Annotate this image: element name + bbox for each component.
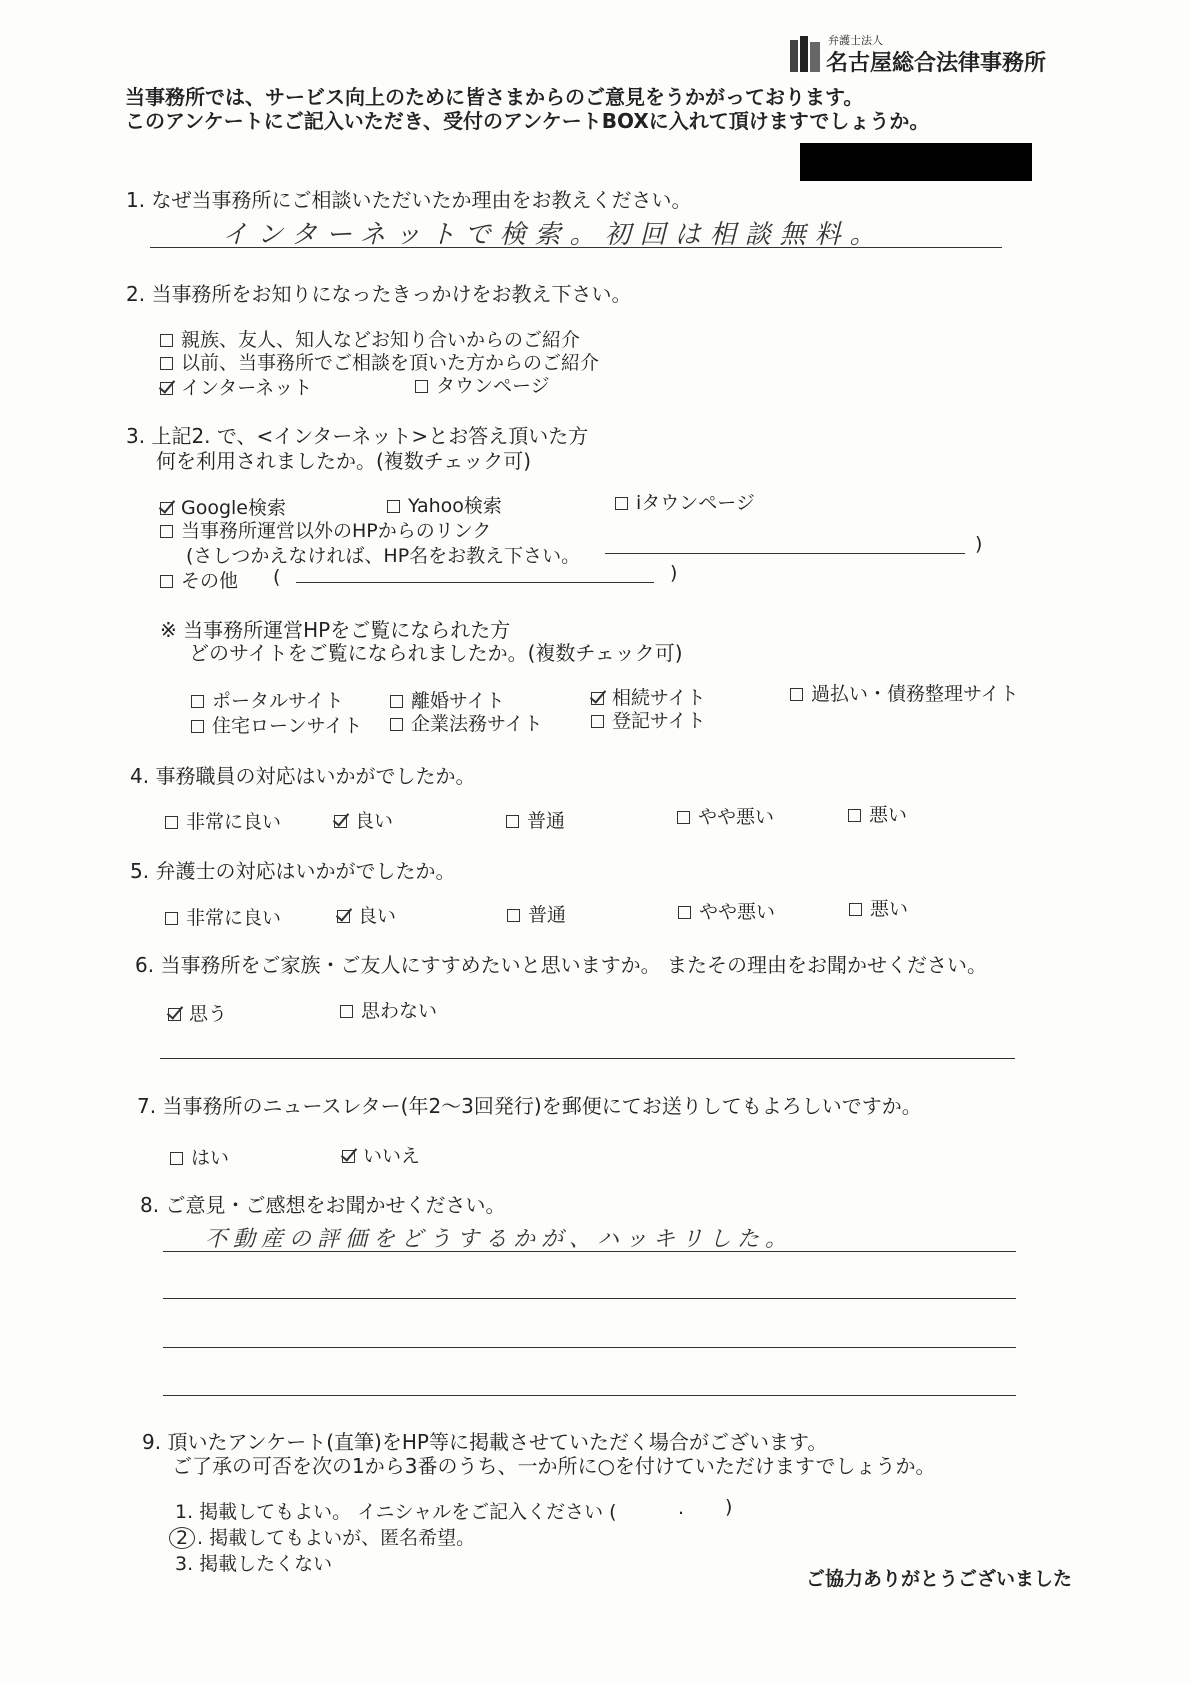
checkbox[interactable] bbox=[160, 525, 173, 538]
q7-option-no[interactable]: いいえ bbox=[342, 1141, 420, 1168]
q6-reason-line[interactable] bbox=[160, 1058, 1015, 1059]
q2-option-townpage[interactable]: タウンページ bbox=[415, 371, 550, 398]
q4-label: 4. 事務職員の対応はいかがでしたか。 bbox=[130, 764, 476, 788]
checkbox[interactable] bbox=[677, 811, 690, 824]
q3-site-corporate[interactable]: 企業法務サイト bbox=[390, 709, 543, 736]
checkbox-checked[interactable] bbox=[168, 1008, 181, 1021]
checkbox[interactable] bbox=[165, 816, 178, 829]
q1-label: 1. なぜ当事務所にご相談いただいたか理由をお教えください。 bbox=[126, 188, 692, 212]
q3-hp-name-line[interactable] bbox=[605, 553, 965, 554]
q5-option-normal[interactable]: 普通 bbox=[507, 900, 566, 927]
q4-option-slightly-bad[interactable]: やや悪い bbox=[677, 802, 774, 829]
q3-site-divorce[interactable]: 離婚サイト bbox=[390, 686, 505, 713]
logo-name: 名古屋総合法律事務所 bbox=[826, 50, 1047, 76]
q5-label: 5. 弁護士の対応はいかがでしたか。 bbox=[130, 859, 456, 883]
checkbox[interactable] bbox=[848, 809, 861, 822]
checkbox[interactable] bbox=[790, 688, 803, 701]
logo-icon bbox=[790, 36, 822, 72]
q5-option-slightly-bad[interactable]: やや悪い bbox=[678, 897, 775, 924]
checkbox[interactable] bbox=[506, 815, 519, 828]
checkbox[interactable] bbox=[191, 720, 204, 733]
q6-option-yes[interactable]: 思う bbox=[168, 999, 227, 1026]
checkbox[interactable] bbox=[507, 909, 520, 922]
q3-site-debt[interactable]: 過払い・債務整理サイト bbox=[790, 679, 1019, 706]
checkbox[interactable] bbox=[160, 575, 173, 588]
q9-label-line-2: ご了承の可否を次の1から3番のうち、一か所に○を付けていただけますでしょうか。 bbox=[172, 1454, 936, 1478]
checkbox-checked[interactable] bbox=[334, 815, 347, 828]
intro-line-1: 当事務所では、サービス向上のために皆さまからのご意見をうかがっております。 bbox=[125, 85, 864, 109]
checkbox[interactable] bbox=[170, 1152, 183, 1165]
q7-label: 7. 当事務所のニュースレター(年2〜3回発行)を郵便にてお送りしてもよろしいですか。 bbox=[137, 1094, 922, 1118]
q4-option-bad[interactable]: 悪い bbox=[848, 800, 907, 827]
intro-line-2: このアンケートにご記入いただき、受付のアンケートBOXに入れて頂けますでしょうか。 bbox=[125, 109, 930, 133]
q1-answer-line bbox=[150, 247, 1002, 248]
q4-option-very-good[interactable]: 非常に良い bbox=[165, 807, 281, 834]
q9-initial-close-paren: ) bbox=[725, 1496, 733, 1518]
q3-hp-note: (さしつかえなければ、HP名をお教え下さい。 bbox=[186, 545, 581, 567]
checkbox[interactable] bbox=[191, 695, 204, 708]
checkbox[interactable] bbox=[390, 695, 403, 708]
q3-option-yahoo[interactable]: Yahoo検索 bbox=[387, 491, 502, 518]
q8-answer-line-2[interactable] bbox=[163, 1298, 1016, 1299]
checkbox[interactable] bbox=[390, 718, 403, 731]
q8-answer-line-3[interactable] bbox=[163, 1347, 1016, 1348]
q2-option-relatives[interactable]: 親族、友人、知人などお知り合いからのご紹介 bbox=[160, 325, 580, 352]
q3-site-inheritance[interactable]: 相続サイト bbox=[591, 683, 706, 710]
q1-answer[interactable]: インターネットで検索。初回は相談無料。 bbox=[222, 220, 885, 250]
checkbox[interactable] bbox=[678, 906, 691, 919]
q3-label-line-2: 何を利用されましたか。(複数チェック可) bbox=[156, 449, 532, 473]
q3-other-line[interactable] bbox=[296, 582, 654, 583]
q9-label-line-1: 9. 頂いたアンケート(直筆)をHP等に掲載させていただく場合がございます。 bbox=[142, 1430, 828, 1454]
q4-option-normal[interactable]: 普通 bbox=[506, 806, 565, 833]
checkbox[interactable] bbox=[165, 912, 178, 925]
q8-answer[interactable]: 不動産の評価をどうするかが、ハッキリした。 bbox=[205, 1227, 794, 1252]
circle-mark: 2 bbox=[169, 1527, 195, 1549]
q3-option-itownpage[interactable]: iタウンページ bbox=[615, 488, 755, 515]
q5-option-very-good[interactable]: 非常に良い bbox=[165, 903, 281, 930]
checkbox[interactable] bbox=[849, 903, 862, 916]
redaction-block bbox=[800, 143, 1032, 181]
checkbox[interactable] bbox=[160, 357, 173, 370]
q3-site-housing-loan[interactable]: 住宅ローンサイト bbox=[191, 711, 362, 738]
logo-subtitle: 弁護士法人 bbox=[828, 34, 883, 47]
q3-site-portal[interactable]: ポータルサイト bbox=[191, 686, 344, 713]
q4-option-good[interactable]: 良い bbox=[334, 806, 393, 833]
q3-option-google[interactable]: Google検索 bbox=[160, 493, 286, 520]
q3-option-other[interactable]: その他 bbox=[160, 566, 238, 593]
q5-option-good[interactable]: 良い bbox=[337, 901, 396, 928]
q6-option-no[interactable]: 思わない bbox=[340, 996, 437, 1023]
checkbox-checked[interactable] bbox=[160, 502, 173, 515]
checkbox-checked[interactable] bbox=[160, 382, 173, 395]
q3-label-line-1: 3. 上記2. で、<インターネット>とお答え頂いた方 bbox=[126, 424, 589, 448]
q7-option-yes[interactable]: はい bbox=[170, 1143, 229, 1170]
q2-option-internet[interactable]: インターネット bbox=[160, 373, 312, 400]
checkbox[interactable] bbox=[615, 497, 628, 510]
checkbox[interactable] bbox=[591, 715, 604, 728]
q9-option-3[interactable]: 3. 掲載したくない bbox=[175, 1553, 333, 1575]
checkbox[interactable] bbox=[415, 380, 428, 393]
checkbox-checked[interactable] bbox=[337, 910, 350, 923]
checkbox[interactable] bbox=[387, 500, 400, 513]
q9-option-2[interactable]: 2 . 掲載してもよいが、匿名希望。 bbox=[175, 1523, 475, 1550]
q9-initial-separator: . bbox=[678, 1497, 685, 1519]
q2-option-referral[interactable]: 以前、当事務所でご相談を頂いた方からのご紹介 bbox=[160, 348, 599, 375]
checkbox-checked[interactable] bbox=[591, 692, 604, 705]
checkbox[interactable] bbox=[160, 334, 173, 347]
q8-answer-line-1[interactable] bbox=[163, 1251, 1016, 1252]
q3-hp-close-paren: ) bbox=[975, 533, 983, 555]
q3-other-close-paren: ) bbox=[670, 562, 678, 584]
checkbox[interactable] bbox=[340, 1005, 353, 1018]
q5-option-bad[interactable]: 悪い bbox=[849, 894, 908, 921]
checkbox-checked[interactable] bbox=[342, 1150, 355, 1163]
q3-option-external-link[interactable]: 当事務所運営以外のHPからのリンク bbox=[160, 516, 491, 543]
thanks-message: ご協力ありがとうございました bbox=[806, 1568, 1073, 1590]
q8-answer-line-4[interactable] bbox=[163, 1395, 1016, 1396]
q3-other-open-paren: ( bbox=[273, 566, 281, 588]
q3-site-note-line-2: どのサイトをご覧になられましたか。(複数チェック可) bbox=[189, 641, 683, 665]
q3-site-registration[interactable]: 登記サイト bbox=[591, 706, 706, 733]
q2-label: 2. 当事務所をお知りになったきっかけをお教え下さい。 bbox=[126, 282, 632, 306]
q9-option-1[interactable]: 1. 掲載してもよい。 イニシャルをご記入ください ( bbox=[175, 1501, 617, 1523]
q6-label: 6. 当事務所をご家族・ご友人にすすめたいと思いますか。 またその理由をお聞かせください。 bbox=[135, 953, 987, 977]
q8-label: 8. ご意見・ご感想をお聞かせください。 bbox=[140, 1193, 506, 1217]
q3-site-note-line-1: ※ 当事務所運営HPをご覧になられた方 bbox=[160, 618, 511, 642]
